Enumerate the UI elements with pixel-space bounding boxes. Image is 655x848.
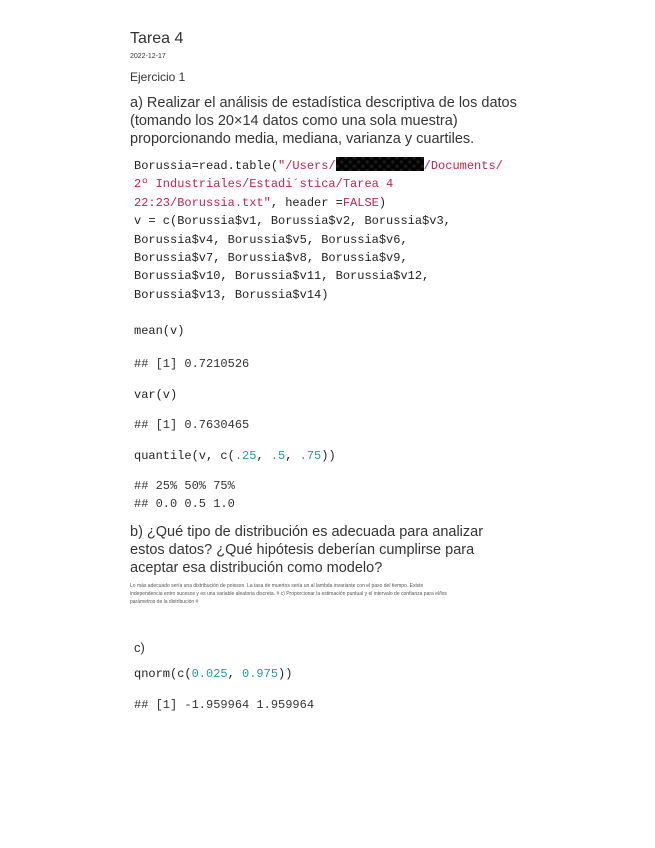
answer-small-text [130, 582, 530, 606]
code-var: var(v) [134, 388, 178, 402]
output-var: ## [1] 0.7630465 [134, 418, 250, 432]
code-number: .5 [270, 449, 286, 463]
section-a-line: a) Realizar el análisis de estadística descriptiva de los datos [130, 95, 517, 111]
small-text-line: Lo más adecuado sería una distribución de poisson. La tasa de muertos sería un al lambda invariante con el paso del tiempo. Existe [130, 583, 424, 589]
exercise-heading: Ejercicio 1 [130, 70, 186, 84]
section-b-line: b) ¿Qué tipo de distribución es adecuada para analizar [130, 524, 484, 540]
code-block-read-table [134, 157, 503, 304]
code-quantile [134, 447, 336, 465]
code-token: ) [378, 195, 387, 210]
code-token: , header = [270, 195, 343, 210]
code-token: , [256, 449, 271, 463]
code-string: /Documents/ [423, 159, 503, 173]
code-token: , [227, 667, 243, 681]
section-b-line: aceptar esa distribución como modelo? [130, 560, 383, 576]
code-qnorm [134, 665, 292, 683]
small-text-line: parámetros de la distribución # [130, 599, 199, 605]
code-keyword: FALSE [342, 195, 379, 210]
code-number: .75 [299, 449, 322, 463]
code-token: Borussia=read.table( [134, 159, 279, 173]
code-string: 22:23/Borussia.txt" [134, 195, 271, 210]
code-number: 0.975 [242, 667, 279, 681]
section-a-text [130, 94, 550, 148]
output-mean: ## [1] 0.7210526 [134, 357, 250, 371]
redacted-username [336, 157, 424, 171]
code-line: Borussia$v10, Borussia$v11, Borussia$v12, [134, 269, 430, 284]
code-token: )) [321, 449, 336, 463]
code-line: Borussia$v13, Borussia$v14) [134, 287, 329, 302]
code-line: Borussia$v4, Borussia$v5, Borussia$v6, [134, 232, 408, 247]
page-title: Tarea 4 [130, 30, 184, 47]
code-token: , [285, 449, 300, 463]
code-line: Borussia$v7, Borussia$v8, Borussia$v9, [134, 251, 408, 266]
section-a-line: proporcionando media, mediana, varianza y cuartiles. [130, 131, 475, 147]
document-date: 2022-12-17 [130, 53, 166, 60]
section-c-label: c) [134, 640, 145, 655]
code-string: 2º Industriales/Estadi´stica/Tarea 4 [134, 177, 394, 192]
section-a-line: (tomando los 20×14 datos como una sola muestra) [130, 113, 458, 129]
code-token: )) [278, 667, 293, 681]
output-line: ## 0.0 0.5 1.0 [134, 497, 235, 511]
code-mean: mean(v) [134, 324, 185, 338]
small-text-line: independencia entro sucesos y es una variable aleatoria discreta. # c) Proporcionar la estimación puntual y el intervalo de confianza para el/los [130, 591, 447, 597]
output-qnorm: ## [1] -1.959964 1.959964 [134, 698, 315, 712]
code-number: .25 [234, 449, 257, 463]
section-b-text [130, 523, 550, 577]
section-b-line: estos datos? ¿Qué hipótesis deberían cumplirse para [130, 542, 475, 558]
code-line: v = c(Borussia$v1, Borussia$v2, Borussia$v3, [134, 214, 451, 229]
code-number: 0.025 [191, 667, 228, 681]
code-token: quantile(v, c( [134, 449, 235, 463]
output-line: ## 25% 50% 75% [134, 479, 235, 493]
code-token: qnorm(c( [134, 667, 192, 681]
output-quantile [134, 477, 235, 513]
code-string: "/Users/ [278, 159, 336, 173]
